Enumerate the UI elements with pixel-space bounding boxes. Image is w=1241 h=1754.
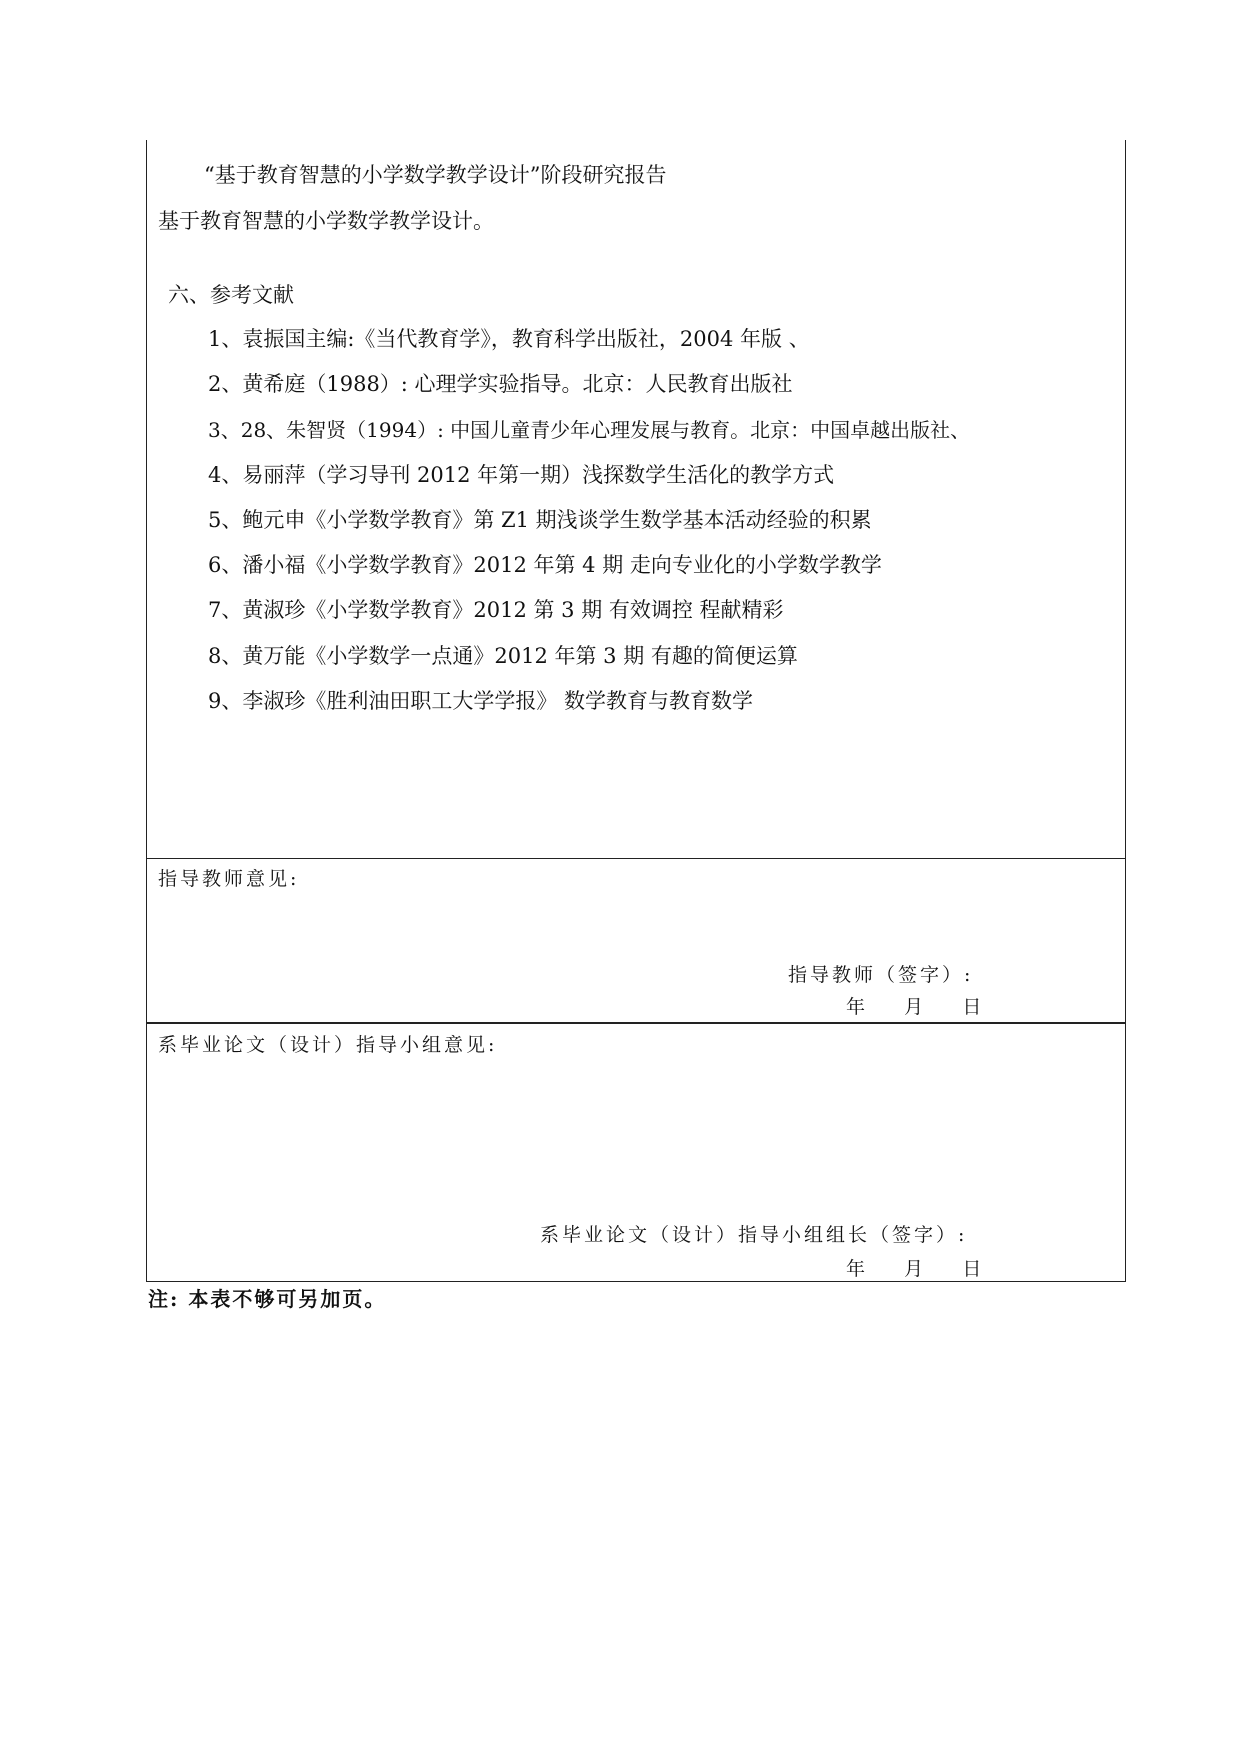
reference-item: 5、鲍元申《小学数学教育》第 Z1 期浅谈学生数学基本活动经验的积累 <box>208 508 872 532</box>
reference-item: 2、黄希庭（1988）: 心理学实验指导。北京：人民教育出版社 <box>208 372 793 396</box>
advisor-date-label: 年 月 日 <box>846 996 985 1018</box>
reference-item: 4、易丽萍（学习导刊 2012 年第一期）浅探数学生活化的教学方式 <box>208 463 835 487</box>
group-date-label: 年 月 日 <box>846 1258 985 1280</box>
reference-item: 6、潘小福《小学数学教育》2012 年第 4 期 走向专业化的小学数学教学 <box>208 553 882 577</box>
report-title: “基于教育智慧的小学数学教学设计”阶段研究报告 <box>204 163 667 187</box>
report-description: 基于教育智慧的小学数学教学设计。 <box>158 209 494 233</box>
reference-item: 3、28、朱智贤（1994）: 中国儿童青少年心理发展与教育。北京：中国卓越出版社、 <box>208 418 971 442</box>
content-cell-frame <box>146 140 1126 860</box>
footnote: 注: 本表不够可另加页。 <box>148 1287 387 1311</box>
group-signature-label: 系毕业论文（设计）指导小组组长（签字）: <box>540 1224 968 1246</box>
reference-item: 7、黄淑珍《小学数学教育》2012 第 3 期 有效调控 程献精彩 <box>208 598 784 622</box>
advisor-opinion-label: 指导教师意见: <box>158 868 300 890</box>
group-opinion-label: 系毕业论文（设计）指导小组意见: <box>158 1034 498 1056</box>
reference-item: 9、李淑珍《胜利油田职工大学学报》 数学教育与教育数学 <box>208 689 754 713</box>
reference-item: 8、黄万能《小学数学一点通》2012 年第 3 期 有趣的简便运算 <box>208 644 798 668</box>
reference-item: 1、袁振国主编:《当代教育学》，教育科学出版社，2004 年版 、 <box>208 327 810 351</box>
advisor-signature-label: 指导教师（签字）: <box>788 964 974 986</box>
references-heading: 六、参考文献 <box>168 283 294 307</box>
